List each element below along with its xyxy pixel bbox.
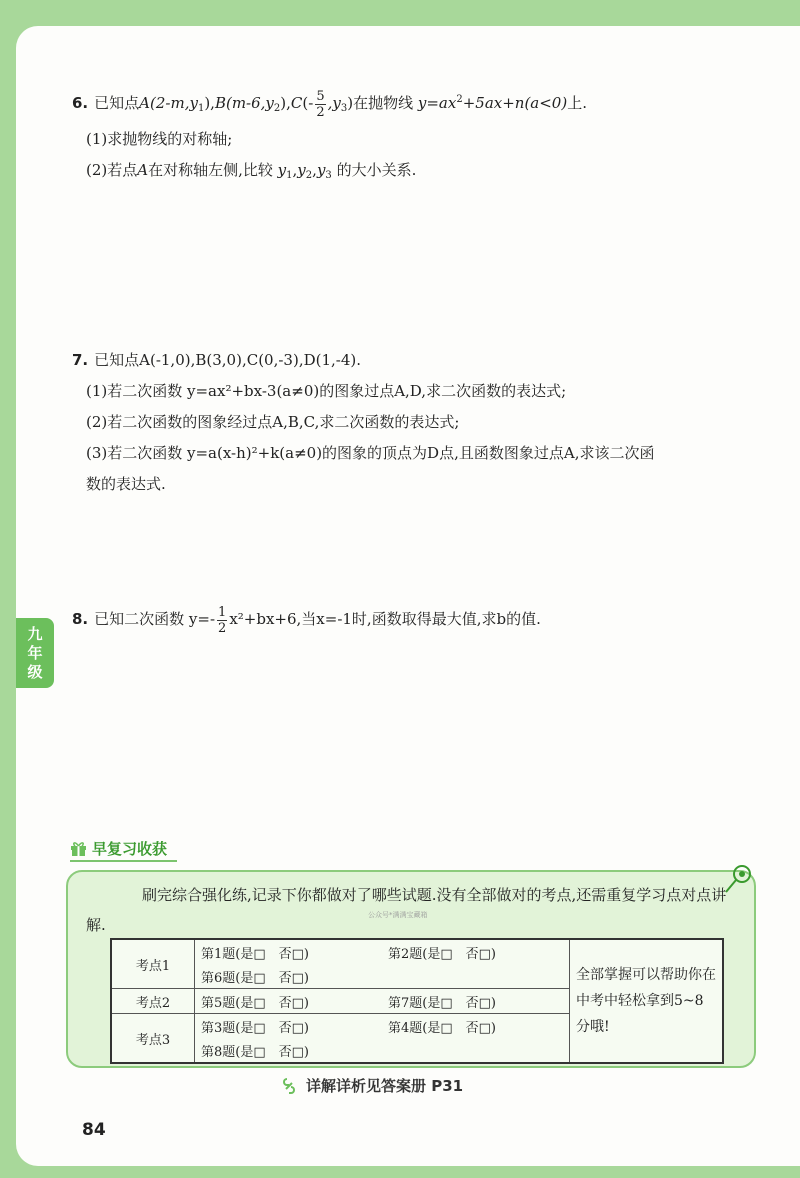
check-cell[interactable]: 第6题(是□ 否□) — [195, 964, 383, 989]
knowledge-point-cell: 考点2 — [111, 989, 195, 1014]
check-cell[interactable]: 第3题(是□ 否□) — [201, 1020, 309, 1036]
check-cell — [382, 1038, 570, 1063]
encouragement-note: 全部掌握可以帮助你在中考中轻松拿到5~8分哦! — [570, 939, 724, 1063]
self-check-table — [110, 938, 724, 1064]
side-tab-char: 年 — [27, 643, 43, 662]
stem-text: 已知点 — [94, 94, 140, 112]
check-cell[interactable]: 第2题(是□ 否□) — [388, 946, 496, 962]
sub-question: (1)若二次函数 y=ax²+bx-3(a≠0)的图象过点A,D,求二次函数的表达式; — [86, 382, 567, 400]
question-7-stem: 已知点A(-1,0),B(3,0),C(0,-3),D(1,-4). — [94, 351, 362, 369]
side-tab-char: 九 — [27, 624, 43, 643]
knowledge-point-cell: 考点3 — [111, 1014, 195, 1064]
point-label: A — [139, 94, 150, 112]
question-6-stem: 6. 已知点$A(2-m,y_1),B(m-6,y_2),C(-$ $\frac{5}{2}$ $,y_3$)在抛物线 $y=ax^2+5ax+n(a<0)$上. — [72, 88, 587, 120]
page-number: 84 — [82, 1120, 106, 1140]
point-label: B — [214, 94, 226, 112]
sub-question-continued: 数的表达式. — [86, 475, 166, 493]
link-icon — [282, 1077, 296, 1095]
sub-question: (2)若点A在对称轴左侧,比较 $y_1,y_2,y_3$ 的大小关系. — [86, 161, 417, 181]
check-cell[interactable]: 第4题(是□ 否□) — [388, 1020, 496, 1036]
sub-question: (1)求抛物线的对称轴; — [86, 130, 233, 148]
question-number: 8. — [72, 610, 89, 628]
stem-text: x²+bx+6,当x=-1时,函数取得最大值,求b的值. — [229, 610, 541, 628]
point-args: (- — [302, 94, 314, 112]
check-cell[interactable]: 第8题(是□ 否□) — [201, 1044, 309, 1060]
stem-text: 已知二次函数 y=- — [94, 610, 216, 628]
check-cell[interactable]: 第5题(是□ 否□) — [195, 989, 383, 1014]
sub-question: (2)若二次函数的图象经过点A,B,C,求二次函数的表达式; — [86, 413, 460, 431]
watermark: 公众号*满满宝藏箱 — [368, 911, 428, 919]
table-row — [111, 939, 723, 964]
review-title-text: 早复习收获 — [92, 839, 168, 858]
parabola-formula: y=ax — [417, 94, 457, 112]
review-intro: 刷完综合强化练,记录下你都做对了哪些试题.没有全部做对的考点,还需重复学习点对点讲解. — [86, 886, 727, 934]
point-args: (m-6,y — [225, 94, 274, 112]
gift-icon — [70, 841, 87, 856]
answer-reference — [282, 1075, 463, 1096]
answer-reference-text: 详解详析见答案册 P31 — [306, 1077, 464, 1095]
question-7 — [72, 345, 654, 500]
stem-text: 上. — [567, 94, 587, 112]
check-cell[interactable]: 第1题(是□ 否□) — [201, 946, 309, 962]
side-tab-char: 级 — [27, 662, 43, 681]
grade-side-tab — [16, 618, 54, 688]
knowledge-point-cell: 考点1 — [111, 939, 195, 989]
question-number: 6. — [72, 94, 89, 112]
question-8 — [72, 604, 541, 636]
check-cell — [382, 964, 570, 989]
point-label: C — [290, 94, 303, 112]
stem-text: 在抛物线 — [353, 94, 414, 112]
fraction: $\frac{1}{2}$ — [218, 604, 227, 636]
sub-question: (3)若二次函数 y=a(x-h)²+k(a≠0)的图象的顶点为D点,且函数图象过点A,求该二次函 — [86, 444, 655, 462]
fraction: $\frac{5}{2}$ — [316, 88, 325, 120]
review-section-title — [70, 836, 177, 862]
question-number: 7. — [72, 351, 89, 369]
point-args: (2-m,y — [150, 94, 198, 112]
check-cell[interactable]: 第7题(是□ 否□) — [382, 989, 570, 1014]
question-6 — [72, 84, 587, 191]
parabola-formula: +5ax+n(a<0) — [462, 94, 568, 112]
review-box — [66, 870, 756, 1068]
point-args: ,y — [327, 94, 341, 112]
pushpin-icon — [720, 862, 754, 896]
